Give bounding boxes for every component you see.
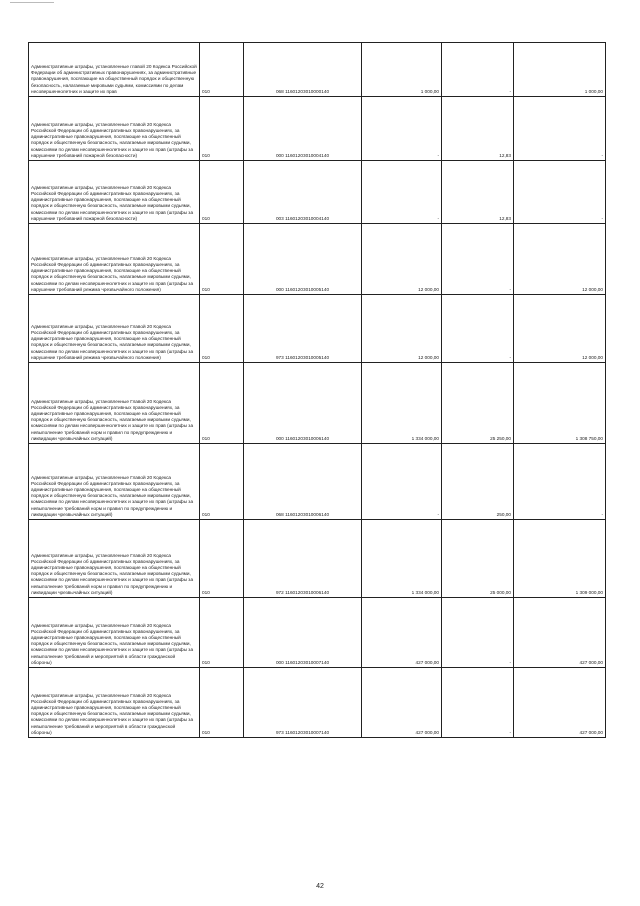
row-budget-code-cell: 000 11601203010005140 bbox=[244, 224, 362, 295]
row-line-code-cell: 010 bbox=[200, 161, 244, 224]
row-line-code-cell: 010 bbox=[200, 520, 244, 598]
row-remaining-cell: 1 309 000,00 bbox=[514, 520, 606, 598]
row-name-cell: Административные штрафы, установленные Главой 20 Кодекса Российской Федерации об административных правонарушениях, за административные правонарушения, посягающие на общественный порядок и общественную безопасность, налагаемые мировыми судьями, комиссиями по делам несовершеннолетних и защите их прав (штрафы за невыполнение требований и мероприятий в области гражданской обороны) bbox=[29, 668, 200, 738]
row-line-code-cell: 010 bbox=[200, 97, 244, 161]
row-budget-code-cell: 000 11601203010007140 bbox=[244, 598, 362, 668]
row-plan-cell: 427 000,00 bbox=[362, 668, 442, 738]
row-remaining-cell: 427 000,00 bbox=[514, 668, 606, 738]
row-executed-cell: 250,00 bbox=[442, 444, 514, 520]
row-line-code-cell: 010 bbox=[200, 295, 244, 363]
row-budget-code-cell: 972 11601203010006140 bbox=[244, 520, 362, 598]
row-plan-cell: 12 000,00 bbox=[362, 295, 442, 363]
row-line-code-cell: 010 bbox=[200, 363, 244, 444]
row-plan-cell: 1 000,00 bbox=[362, 43, 442, 97]
row-remaining-cell: - bbox=[514, 444, 606, 520]
row-budget-code-cell: 068 11601203010000140 bbox=[244, 43, 362, 97]
table-row bbox=[29, 520, 606, 598]
row-name-cell: Административные штрафы, установленные Главой 20 Кодекса Российской Федерации об административных правонарушениях, за административные правонарушения, посягающие на общественный порядок и общественную безопасность, налагаемые мировыми судьями, комиссиями по делам несовершеннолетних и защите их прав (штрафы за нарушение требований пожарной безопасности) bbox=[29, 97, 200, 161]
row-plan-cell: 12 000,00 bbox=[362, 224, 442, 295]
row-remaining-cell: 427 000,00 bbox=[514, 598, 606, 668]
table-row bbox=[29, 668, 606, 738]
row-executed-cell: 12,83 bbox=[442, 97, 514, 161]
row-name-cell: Административные штрафы, установленные Главой 20 Кодекса Российской Федерации об административных правонарушениях, за административные правонарушения, посягающие на общественный порядок и общественную безопасность, налагаемые мировыми судьями, комиссиями по делам несовершеннолетних и защите их прав (штрафы за нарушение требований режима чрезвычайного положения) bbox=[29, 224, 200, 295]
table-row bbox=[29, 444, 606, 520]
row-budget-code-cell: 973 11601203010005140 bbox=[244, 295, 362, 363]
table-row bbox=[29, 43, 606, 97]
row-name-cell: Административные штрафы, установленные Главой 20 Кодекса Российской Федерации об административных правонарушениях, за административные правонарушения, посягающие на общественный порядок и общественную безопасность, налагаемые мировыми судьями, комиссиями по делам несовершеннолетних и защите их прав (штрафы за невыполнение требований и мероприятий в области гражданской обороны) bbox=[29, 598, 200, 668]
row-remaining-cell: 1 308 750,00 bbox=[514, 363, 606, 444]
row-executed-cell: - bbox=[442, 295, 514, 363]
row-budget-code-cell: 973 11601203010007140 bbox=[244, 668, 362, 738]
table-row bbox=[29, 161, 606, 224]
row-executed-cell: - bbox=[442, 43, 514, 97]
row-line-code-cell: 010 bbox=[200, 43, 244, 97]
row-budget-code-cell: 003 11601203010004140 bbox=[244, 161, 362, 224]
table-row bbox=[29, 97, 606, 161]
row-budget-code-cell: 000 11601203010004140 bbox=[244, 97, 362, 161]
row-remaining-cell: - bbox=[514, 97, 606, 161]
row-line-code-cell: 010 bbox=[200, 444, 244, 520]
row-name-cell: Административные штрафы, установленные Главой 20 Кодекса Российской Федерации об административных правонарушениях, за административные правонарушения, посягающие на общественный порядок и общественную безопасность, налагаемые мировыми судьями, комиссиями по делам несовершеннолетних и защите их прав (штрафы за нарушение требований режима чрезвычайного положения) bbox=[29, 295, 200, 363]
row-executed-cell: - bbox=[442, 224, 514, 295]
row-plan-cell: - bbox=[362, 97, 442, 161]
row-plan-cell: 1 334 000,00 bbox=[362, 520, 442, 598]
row-plan-cell: - bbox=[362, 161, 442, 224]
row-budget-code-cell: 000 11601203010006140 bbox=[244, 363, 362, 444]
row-remaining-cell: 12 000,00 bbox=[514, 295, 606, 363]
revenue-report-table bbox=[28, 42, 606, 738]
row-name-cell: Административные штрафы, установленные Главой 20 Кодекса Российской Федерации об административных правонарушениях, за административные правонарушения, посягающие на общественный порядок и общественную безопасность, налагаемые мировыми судьями, комиссиями по делам несовершеннолетних и защите их прав (штрафы за невыполнение требований норм и правил по предупреждению и ликвидации чрезвычайных ситуаций) bbox=[29, 520, 200, 598]
row-executed-cell: 12,83 bbox=[442, 161, 514, 224]
row-name-cell: Административные штрафы, установленные Главой 20 Кодекса Российской Федерации об административных правонарушениях, за административные правонарушения, посягающие на общественный порядок и общественную безопасность, налагаемые мировыми судьями, комиссиями по делам несовершеннолетних и защите их прав (штрафы за невыполнение требований норм и правил по предупреждению и ликвидации чрезвычайных ситуаций) bbox=[29, 444, 200, 520]
table-row bbox=[29, 598, 606, 668]
row-line-code-cell: 010 bbox=[200, 668, 244, 738]
row-name-cell: Административные штрафы, установленные Главой 20 Кодекса Российской Федерации об административных правонарушениях, за административные правонарушения, посягающие на общественный порядок и общественную безопасность, налагаемые мировыми судьями, комиссиями по делам несовершеннолетних и защите их прав (штрафы за нарушение требований пожарной безопасности) bbox=[29, 161, 200, 224]
row-line-code-cell: 010 bbox=[200, 224, 244, 295]
table-row bbox=[29, 295, 606, 363]
row-executed-cell: 25 000,00 bbox=[442, 520, 514, 598]
row-plan-cell: 427 000,00 bbox=[362, 598, 442, 668]
row-executed-cell: 25 250,00 bbox=[442, 363, 514, 444]
row-plan-cell: 1 334 000,00 bbox=[362, 363, 442, 444]
row-name-cell: Административные штрафы, установленные главой 20 Кодекса Российской Федерации об административных правонарушениях, за административные правонарушения, посягающие на общественный порядок и общественную безопасность, налагаемые мировыми судьями, комиссиями по делам несовершеннолетних и защите их прав bbox=[29, 43, 200, 97]
row-remaining-cell: 12 000,00 bbox=[514, 224, 606, 295]
row-plan-cell: - bbox=[362, 444, 442, 520]
scan-corner-mark bbox=[10, 2, 54, 5]
row-line-code-cell: 010 bbox=[200, 598, 244, 668]
page-number: 42 bbox=[316, 883, 324, 890]
row-remaining-cell: - bbox=[514, 161, 606, 224]
row-executed-cell: - bbox=[442, 668, 514, 738]
table-row bbox=[29, 224, 606, 295]
row-remaining-cell: 1 000,00 bbox=[514, 43, 606, 97]
row-budget-code-cell: 068 11601203010006140 bbox=[244, 444, 362, 520]
row-name-cell: Административные штрафы, установленные Главой 20 Кодекса Российской Федерации об административных правонарушениях, за административные правонарушения, посягающие на общественный порядок и общественную безопасность, налагаемые мировыми судьями, комиссиями по делам несовершеннолетних и защите их прав (штрафы за невыполнение требований норм и правил по предупреждению и ликвидации чрезвычайных ситуаций) bbox=[29, 363, 200, 444]
row-executed-cell: - bbox=[442, 598, 514, 668]
table-row bbox=[29, 363, 606, 444]
